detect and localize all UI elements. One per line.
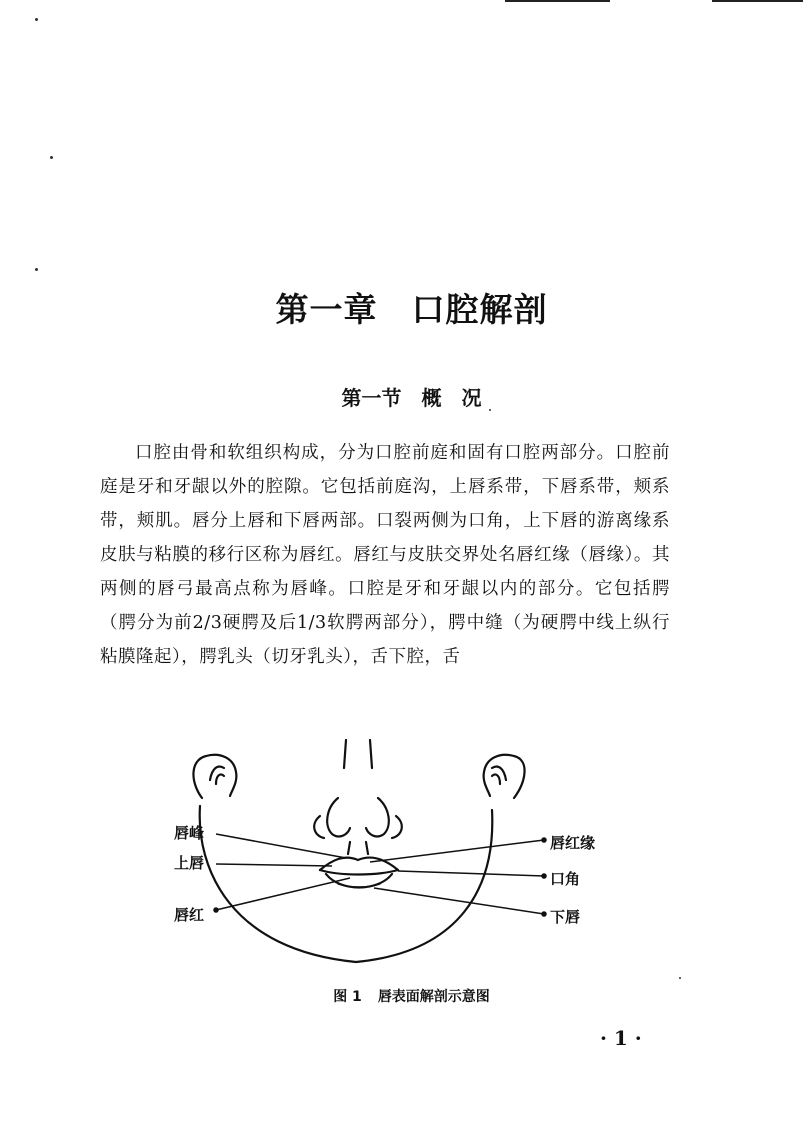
section-title: 第一节 概 况 <box>341 386 482 410</box>
label-upper-lip: 上唇 <box>174 854 205 872</box>
label-lip-peak: 唇峰 <box>174 824 205 842</box>
scan-speck <box>50 156 53 159</box>
page-number: · 1 · <box>600 1026 642 1050</box>
top-rule-left <box>505 0 610 2</box>
label-mouth-corner: 口角 <box>550 870 581 888</box>
top-rule-right <box>712 0 803 2</box>
label-vermilion: 唇红 <box>174 906 205 924</box>
lip-anatomy-figure <box>160 738 630 978</box>
scan-speck <box>35 268 38 271</box>
face-illustration <box>160 738 630 978</box>
caption-number: 图 1 <box>333 989 362 1005</box>
chapter-title: 第一章 口腔解剖 <box>275 290 548 329</box>
caption-text: 唇表面解剖示意图 <box>377 989 490 1005</box>
label-lower-lip: 下唇 <box>550 908 581 926</box>
body-paragraph: 口腔由骨和软组织构成，分为口腔前庭和固有口腔两部分。口腔前庭是牙和牙龈以外的腔隙。它包括前庭沟，上唇系带，下唇系带，颊系带，颊肌。唇分上唇和下唇两部。口裂两侧为口角，上下唇的游离缘系皮肤与粘膜的移行区称为唇红。唇红与皮肤交界处名唇红缘（唇缘）。其两侧的唇弓最高点称为唇峰。口腔是牙和牙龈以内的部分。它包括腭（腭分为前2/3硬腭及后1/3软腭两部分），腭中缝（为硬腭中线上纵行粘膜隆起），腭乳头（切牙乳头），舌下腔，舌 <box>100 443 670 667</box>
label-vermilion-border: 唇红缘 <box>550 834 596 852</box>
figure-caption <box>0 986 803 1006</box>
scan-speck <box>35 18 38 21</box>
scan-speck <box>679 977 681 979</box>
